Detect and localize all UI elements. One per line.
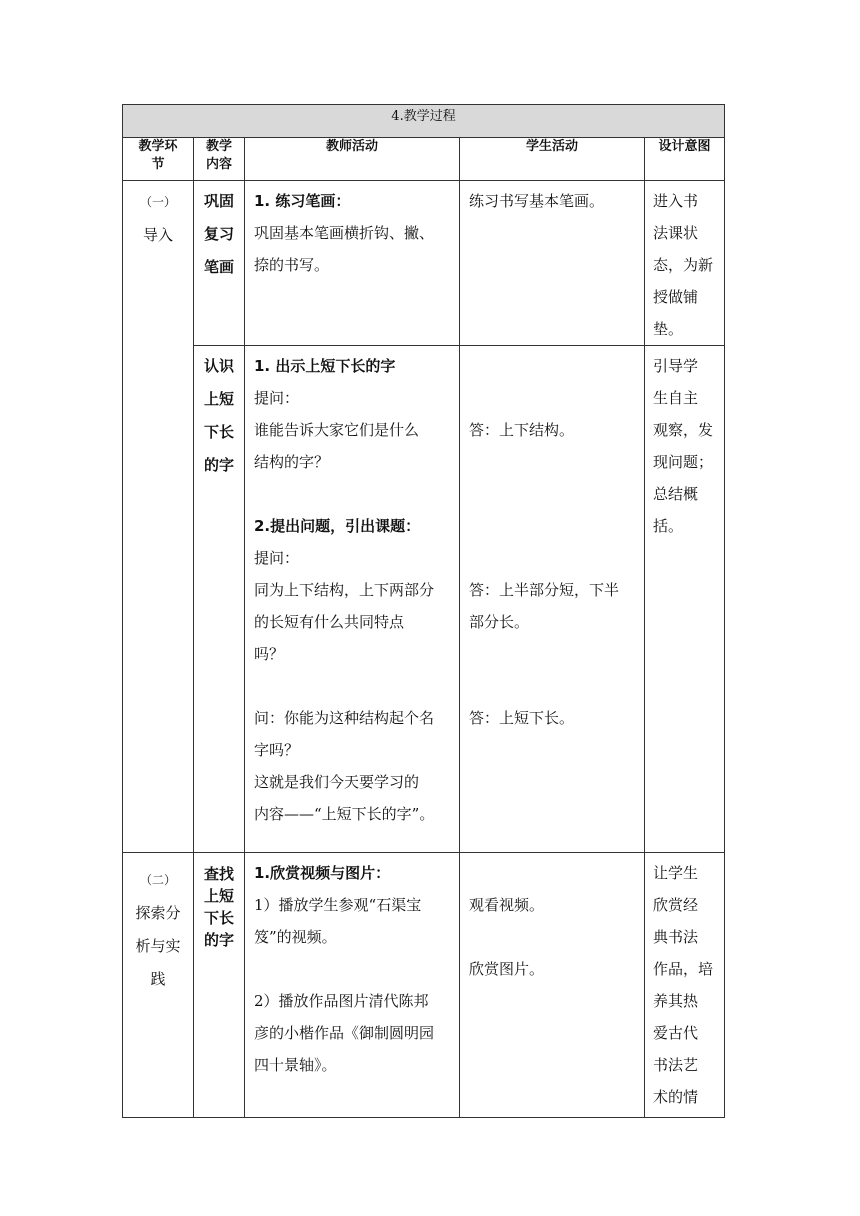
table-row [123,181,725,346]
table-row [123,853,725,1118]
intent-cell-3: 让学生 欣赏经 典书法 作品，培 养其热 爱古代 书法艺 术的情 [645,853,725,1118]
content-cell-3: 查找 上短 下长 的字 [194,853,245,1118]
table-row [123,346,725,853]
content-cell-2: 认识 上短 下长 的字 [194,346,245,853]
header-content: 教学 内容 [194,138,245,181]
table-title: 4.教学过程 [123,105,725,138]
stage-cell-2: （二） 探索分 析与实 践 [123,853,194,1118]
intent-cell-2: 引导学 生自主 观察，发 现问题； 总结概 括。 [645,346,725,853]
teacher-cell-2: 1. 出示上短下长的字 提问： 谁能告诉大家它们是什么 结构的字？ 2.提出问题，引出课题： 提问： 同为上下结构，上下两部分 的长短有什么共同特点 吗？ 问：你能为这种结构起个名 字吗？ 这就是我们今天要学习的 内容——“上短下长的字”。 [245,346,460,853]
lesson-process-table [122,104,725,1118]
intent-cell-1: 进入书 法课状 态，为新 授做铺 垫。 [645,181,725,346]
header-student: 学生活动 [460,138,645,181]
student-cell-2: 答：上下结构。 答：上半部分短，下半 部分长。 答：上短下长。 [460,346,645,853]
student-cell-3: 观看视频。 欣赏图片。 [460,853,645,1118]
stage-cell-1: （一） 导入 [123,181,194,853]
header-intent: 设计意图 [645,138,725,181]
teacher-cell-1: 1. 练习笔画： 巩固基本笔画横折钩、撇、 捺的书写。 [245,181,460,346]
header-stage: 教学环 节 [123,138,194,181]
header-teacher: 教师活动 [245,138,460,181]
teacher-cell-3: 1.欣赏视频与图片： 1）播放学生参观“石渠宝 笈”的视频。 2）播放作品图片清代陈邦 彦的小楷作品《御制圆明园 四十景轴》。 [245,853,460,1118]
student-cell-1: 练习书写基本笔画。 [460,181,645,346]
content-cell-1: 巩固 复习 笔画 [194,181,245,346]
